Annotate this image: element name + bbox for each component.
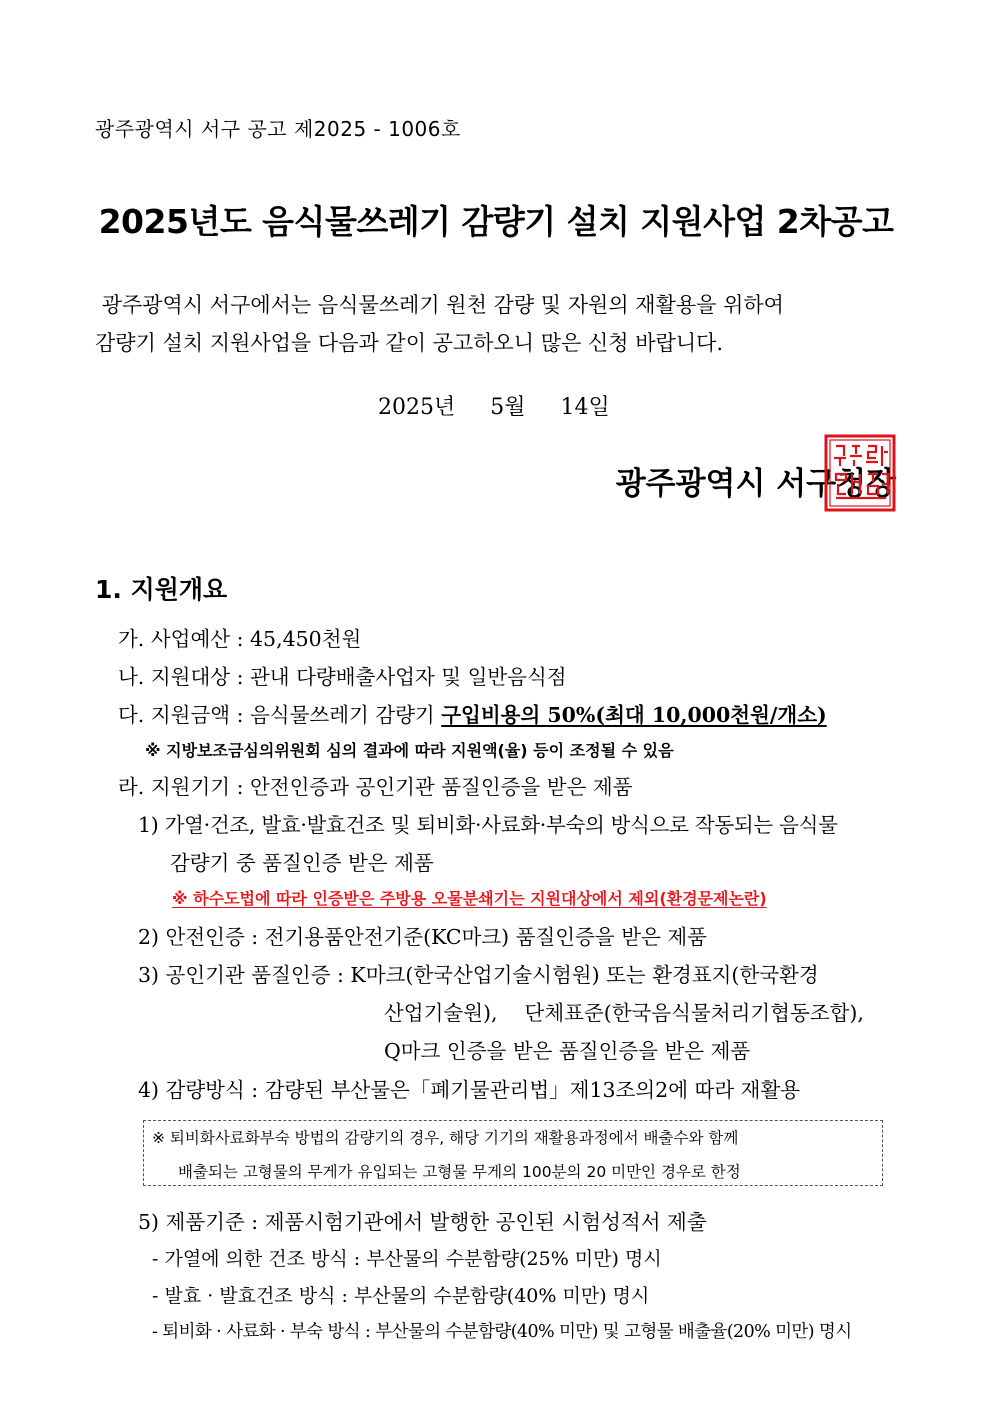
amount-line [118, 698, 827, 728]
intro-line-1 [95, 286, 900, 324]
amount-emphasis: 구입비용의 50%(최대 10,000천원/개소) [441, 703, 827, 727]
budget-line: 가. 사업예산 : 45,450천원 [118, 627, 362, 651]
item-2: 2) 안전인증 : 전기용품안전기준(KC마크) 품질인증을 받은 제품 [138, 925, 707, 949]
box-line-1: ※ 퇴비화사료화부숙 방법의 감량기의 경우, 해당 기기의 재활용과정에서 배출수와 함께 [152, 1129, 739, 1147]
intro-line-1-text: 광주광역시 서구에서는 음식물쓰레기 원천 감량 및 자원의 재활용을 위하여 [101, 293, 784, 317]
item-4: 4) 감량방식 : 감량된 부산물은「폐기물관리법」제13조의2에 따라 재활용 [138, 1078, 801, 1102]
notice-date: 2025년 5월 14일 [378, 395, 610, 420]
issuer-name: 광주광역시 서구청장 [615, 466, 896, 502]
intro-line-2: 감량기 설치 지원사업을 다음과 같이 공고하오니 많은 신청 바랍니다. [95, 331, 724, 355]
notice-number: 광주광역시 서구 공고 제2025 - 1006호 [95, 117, 461, 141]
device-line: 라. 지원기기 : 안전인증과 공인기관 품질인증을 받은 제품 [118, 775, 633, 799]
item-5-a: - 가열에 의한 건조 방식 : 부산물의 수분함량(25% 미만) 명시 [152, 1248, 662, 1270]
item-1-line-a: 1) 가열·건조, 발효·발효건조 및 퇴비화·사료화·부숙의 방식으로 작동되는 음식물 [138, 813, 838, 837]
section-1-title: 1. 지원개요 [95, 575, 228, 604]
amount-prefix: 다. 지원금액 : 음식물쓰레기 감량기 [118, 703, 442, 727]
amount-note: ※ 지방보조금심의위원회 심의 결과에 따라 지원액(율) 등이 조정될 수 있음 [145, 741, 674, 760]
item-1-line-b: 감량기 중 품질인증 받은 제품 [170, 851, 434, 875]
item-3-line-c: Q마크 인증을 받은 품질인증을 받은 제품 [384, 1039, 751, 1063]
item-5-c: - 퇴비화 · 사료화 · 부숙 방식 : 부산물의 수분함량(40% 미만) 및 고형물 배출율(20% 미만) 명시 [152, 1322, 852, 1342]
box-line-2: 배출되는 고형물의 무게가 유입되는 고형물 무게의 100분의 20 미만인 경우로 한정 [178, 1163, 741, 1181]
item-3-line-b: 산업기술원), 단체표준(한국음식물처리기협동조합), [384, 1001, 864, 1025]
document-title: 2025년도 음식물쓰레기 감량기 설치 지원사업 2차공고 [98, 202, 894, 241]
target-line: 나. 지원대상 : 관내 다량배출사업자 및 일반음식점 [118, 665, 567, 689]
item-5: 5) 제품기준 : 제품시험기관에서 발행한 공인된 시험성적서 제출 [138, 1210, 707, 1234]
item-3-line-a: 3) 공인기관 품질인증 : K마크(한국산업기술시험원) 또는 환경표지(한국환경 [138, 963, 819, 987]
official-seal-icon [824, 434, 896, 512]
item-1-exclusion-note: ※ 하수도법에 따라 인증받은 주방용 오물분쇄기는 지원대상에서 제외(환경문제논란) [172, 889, 767, 908]
intro-paragraph [95, 286, 900, 362]
item-5-b: - 발효 · 발효건조 방식 : 부산물의 수분함량(40% 미만) 명시 [152, 1285, 650, 1307]
